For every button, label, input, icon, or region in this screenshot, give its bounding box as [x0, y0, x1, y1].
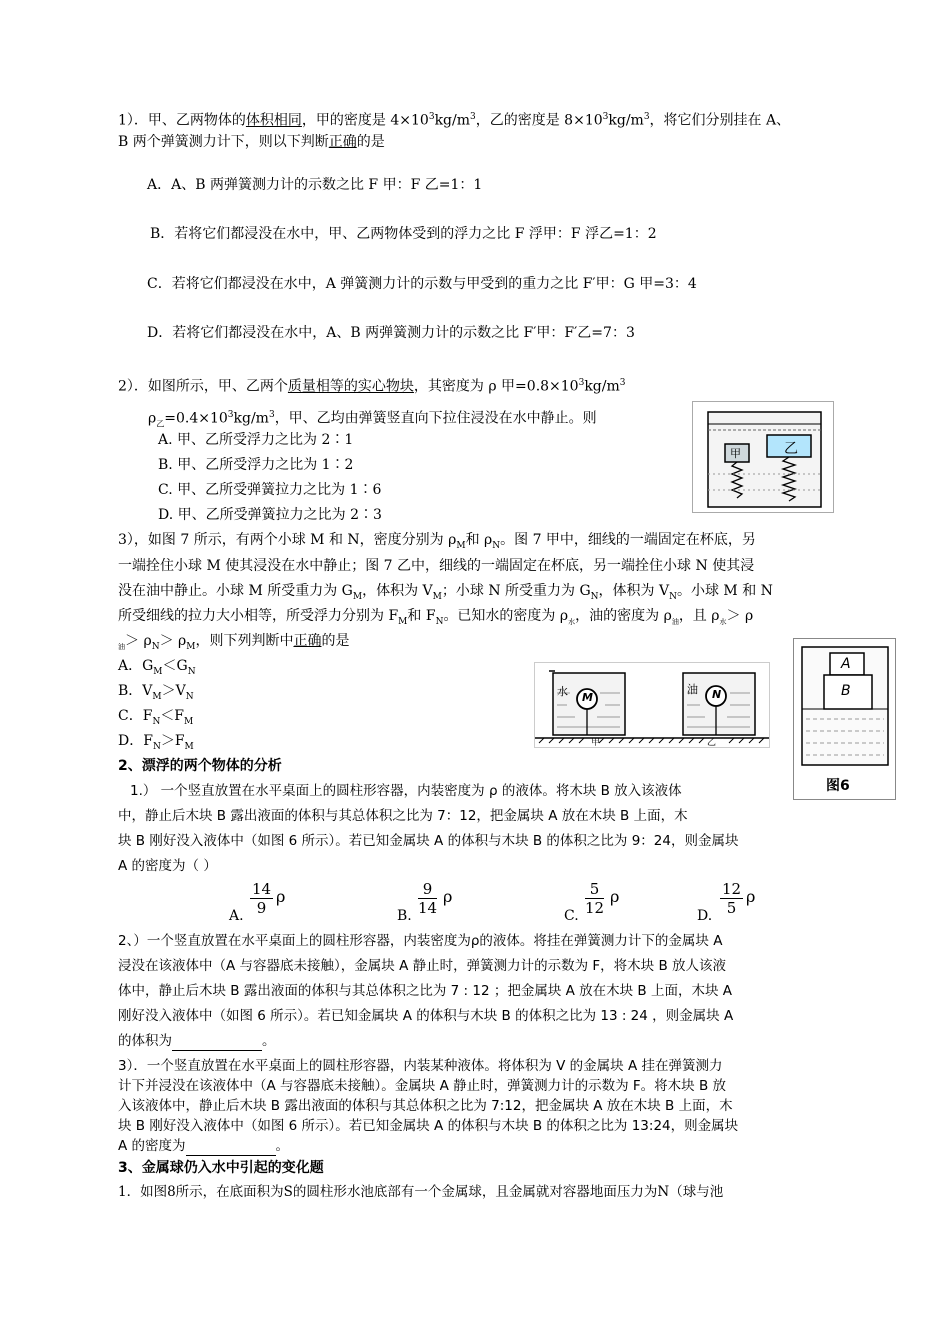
fig-label-oil: 油	[687, 683, 698, 696]
text: 的是	[321, 633, 350, 649]
subscript: N	[152, 716, 161, 727]
figure-6	[793, 638, 896, 800]
text: ，则下列判断中	[195, 633, 294, 649]
text: ，将它们分别挂在 A、	[649, 112, 791, 129]
text: ，甲、乙均由弹簧竖直向下拉住浸没在水中静止。则	[274, 410, 597, 427]
s2q3-line2: 计下并浸没在该液体中（A 与容器底未接触）。金属块 A 静止时，弹簧测力计的示数为 F。将木块 B 放	[118, 1078, 726, 1094]
fraction	[418, 880, 437, 917]
s2q3-line3: 入该液体中，静止后木块 B 露出液面的体积与其总体积之比为 7:12，把金属块 A 放在木块 B 上面，木	[118, 1098, 733, 1114]
springs-diagram	[693, 402, 833, 512]
option-label: C.	[564, 908, 579, 924]
fig-label-ball-m: M	[582, 691, 593, 704]
text: 所受细线的拉力大小相等，所受浮力分别为 F	[118, 608, 399, 624]
q1-option-a: A．A、B 两弹簧测力计的示数之比 F 甲：F 乙=1：1	[147, 177, 483, 193]
subscript: M	[456, 540, 466, 551]
option-label: A.	[229, 908, 244, 924]
fig6-label-a: A	[841, 656, 851, 672]
q1-option-c: C．若将它们都浸没在水中，A 弹簧测力计的示数与甲受到的重力之比 F′甲：G 甲=3：4	[147, 276, 697, 292]
subscript: 油	[118, 642, 125, 651]
superscript: 3	[470, 112, 476, 122]
superscript: 3	[268, 410, 275, 420]
subscript: N	[187, 666, 196, 677]
q3-line3	[118, 581, 773, 607]
numerator: 5	[585, 880, 604, 899]
subscript: N	[185, 691, 194, 702]
superscript: 3	[602, 112, 609, 122]
balls-figure	[534, 662, 770, 748]
text: 和 F	[407, 608, 436, 624]
fig-label-ball-n: N	[712, 688, 722, 701]
superscript: 3	[643, 112, 650, 122]
fig-label-yi: 乙	[784, 441, 798, 457]
text: 的体积为	[118, 1033, 172, 1049]
text: ＞F	[160, 733, 185, 749]
q3-line2: 一端拴住小球 M 使其浸没在水中静止；图 7 乙中，细线的一端固定在杯底，另一端拴住小球 N 使其浸	[118, 558, 755, 574]
subscript: M	[432, 591, 442, 602]
text: ＜F	[160, 708, 185, 724]
numerator: 9	[418, 880, 437, 899]
section2-heading: 2、漂浮的两个物体的分析	[118, 758, 282, 774]
text: kg/m	[233, 410, 269, 427]
balls-diagram	[535, 663, 769, 747]
s2q1-line2: 中，静止后木块 B 露出液面的体积与其总体积之比为 7：12，把金属块 A 放在木块 B 上面，木	[118, 808, 688, 824]
denominator: 5	[726, 899, 737, 917]
q2-line1	[118, 373, 626, 397]
text: ，油的密度为 ρ	[575, 608, 672, 624]
text: C．F	[118, 708, 153, 724]
fig-label-water: 水	[557, 685, 568, 698]
underlined-text: 正确	[328, 134, 357, 150]
text: 。已知水的密度为 ρ	[443, 608, 569, 624]
s2q3-line4: 块 B 刚好没入液体中（如图 6 所示）。若已知金属块 A 的体积与木块 B 的体积之比为 13:24，则金属块	[118, 1118, 739, 1134]
subscript: 油	[671, 617, 679, 626]
fraction	[250, 880, 273, 917]
subscript: N	[590, 591, 599, 602]
text: 。小球 M 和 N	[676, 583, 773, 599]
text: ，且 ρ	[678, 608, 720, 624]
q1-option-b: B．若将它们都浸没在水中，甲、乙两物体受到的浮力之比 F 浮甲：F 浮乙=1：2	[150, 226, 657, 242]
text: ＞ ρ	[125, 633, 152, 649]
s2q1-line3: 块 B 刚好没入液体中（如图 6 所示）。若已知金属块 A 的体积与木块 B 的体积之比为 9：24，则金属块	[118, 833, 739, 849]
text: ，乙的密度是 8×10	[475, 112, 603, 129]
fraction	[720, 880, 743, 917]
fig-label-jia: 甲	[730, 447, 741, 460]
text: ＞ ρ	[159, 633, 187, 649]
q2-option-d: D. 甲、乙所受弹簧拉力之比为 2∶3	[158, 507, 382, 523]
text: ，体积为 V	[598, 583, 670, 599]
text: B．V	[118, 683, 153, 699]
text: 3），如图 7 所示，有两个小球 M 和 N，密度分别为 ρ	[118, 532, 457, 548]
text: kg/m	[584, 378, 620, 395]
denominator: 14	[418, 899, 438, 917]
numerator: 12	[722, 880, 742, 898]
s2q2-line1: 2、）一个竖直放置在水平桌面上的圆柱形容器，内装密度为ρ的液体。将挂在弹簧测力计下的金属块 A	[118, 933, 723, 949]
q2-option-b: B. 甲、乙所受浮力之比为 1∶2	[158, 457, 354, 473]
denominator: 12	[585, 899, 605, 917]
superscript: 3	[619, 378, 626, 388]
subscript: M	[153, 666, 163, 677]
s2q2-line3: 体中，静止后木块 B 露出液面的体积与其总体积之比为 7 : 12 ；把金属块 A 放在木块 B 上面，木块 A	[118, 983, 733, 999]
q3-option-d	[118, 731, 194, 757]
springs-figure	[692, 401, 834, 513]
denominator: 9	[256, 899, 267, 917]
underlined-text: 质量相等的实心物块	[287, 378, 414, 395]
superscript: 3	[578, 378, 585, 388]
q2-option-c: C. 甲、乙所受弹簧拉力之比为 1∶6	[158, 482, 382, 498]
text: ，甲的密度是 4×10	[301, 112, 429, 129]
text: 。	[275, 1138, 290, 1154]
text: A 的密度为	[118, 1138, 186, 1154]
subscript: N	[492, 540, 501, 551]
q3-option-b	[118, 681, 194, 707]
subscript: N	[151, 641, 160, 652]
text: 和 ρ	[465, 532, 493, 548]
underlined-text: 体积相同	[245, 112, 302, 129]
s2q2-line2: 浸没在该液体中（A 与容器底未接触），金属块 A 静止时，弹簧测力计的示数为 F，将木块 B 放人该液	[118, 958, 726, 974]
subscript: N	[152, 741, 161, 752]
text: A．G	[118, 658, 154, 674]
subscript: 水	[568, 617, 576, 626]
text: =0.4×10	[164, 410, 228, 427]
text: ρ	[148, 410, 157, 427]
q3-line4	[118, 606, 753, 632]
s2q3-line5	[118, 1136, 289, 1156]
text: ；小球 N 所受重力为 G	[441, 583, 591, 599]
fig-label-jia: 甲	[591, 738, 601, 748]
subscript: M	[152, 691, 162, 702]
fig6-caption: 图6	[826, 778, 850, 794]
s2q1-line4: A 的密度为（ ）	[118, 858, 217, 874]
answer-blank[interactable]	[186, 1141, 276, 1156]
q3-option-a	[118, 656, 196, 682]
text: D．F	[118, 733, 153, 749]
text: 2）．如图所示，甲、乙两个	[118, 378, 288, 395]
rho-symbol: ρ	[610, 887, 620, 906]
rho-symbol: ρ	[746, 887, 756, 906]
s2q2-line5	[118, 1031, 276, 1051]
subscript: M	[398, 616, 408, 627]
rho-symbol: ρ	[443, 887, 453, 906]
q3-line5	[118, 631, 349, 657]
q3-line1	[118, 530, 756, 556]
q1-option-d: D．若将它们都浸没在水中，A、B 两弹簧测力计的示数之比 F′甲：F′乙=7：3	[147, 325, 635, 341]
text: 的是	[356, 134, 385, 150]
text: ＞ ρ	[726, 608, 754, 624]
q3-option-c	[118, 706, 193, 732]
text: kg/m	[608, 112, 644, 129]
s3q1-line1: 1．如图8所示，在底面积为S的圆柱形水池底部有一个金属球，且金属就对容器地面压力为N（球与池	[118, 1184, 724, 1200]
numerator: 14	[252, 880, 272, 898]
s2q3-line1: 3）．一个竖直放置在水平桌面上的圆柱形容器，内装某种液体。将体积为 V 的金属块 A 挂在弹簧测力	[118, 1058, 723, 1074]
q1-line1	[118, 107, 790, 131]
text: kg/m	[434, 112, 470, 129]
underlined-text: 正确	[293, 633, 322, 649]
option-label: B.	[397, 908, 412, 924]
subscript: M	[184, 741, 194, 752]
fig6-label-b: B	[841, 683, 851, 699]
superscript: 3	[428, 112, 435, 122]
s2q1-line1: 1.） 一个竖直放置在水平桌面上的圆柱形容器，内装密度为 ρ 的液体。将木块 B 放入该液体	[130, 783, 682, 799]
option-label: D.	[697, 908, 713, 924]
fig-label-yi: 乙	[707, 738, 717, 748]
subscript: M	[186, 641, 196, 652]
subscript: M	[352, 591, 363, 602]
q2-option-a: A. 甲、乙所受浮力之比为 2∶1	[158, 432, 354, 448]
text: ＜G	[162, 658, 188, 674]
text: ＞V	[161, 683, 186, 699]
subscript: 水	[719, 617, 727, 626]
text: 。图 7 甲中，细线的一端固定在杯底，另	[500, 532, 756, 548]
text: 没在油中静止。小球 M 所受重力为 G	[118, 583, 353, 599]
text: ，其密度为 ρ 甲=0.8×10	[413, 378, 579, 395]
s2q2-line4: 刚好没入液体中（如图 6 所示）。若已知金属块 A 的体积与木块 B 的体积之比为 13 : 24 ，则金属块 A	[118, 1008, 734, 1024]
answer-blank[interactable]	[172, 1036, 262, 1051]
text: B 两个弹簧测力计下，则以下判断	[118, 134, 329, 150]
superscript: 3	[227, 410, 234, 420]
text: 。	[262, 1033, 276, 1049]
subscript: 乙	[156, 419, 165, 429]
subscript: N	[669, 591, 677, 602]
subscript: N	[435, 616, 444, 627]
subscript: M	[184, 716, 194, 727]
fraction	[585, 880, 604, 917]
text: ，体积为 V	[362, 583, 433, 599]
text: 1）．甲、乙两物体的	[118, 112, 246, 129]
section3-heading: 3、金属球仍入水中引起的变化题	[118, 1160, 324, 1176]
q1-line2	[118, 132, 385, 152]
rho-symbol: ρ	[276, 887, 286, 906]
